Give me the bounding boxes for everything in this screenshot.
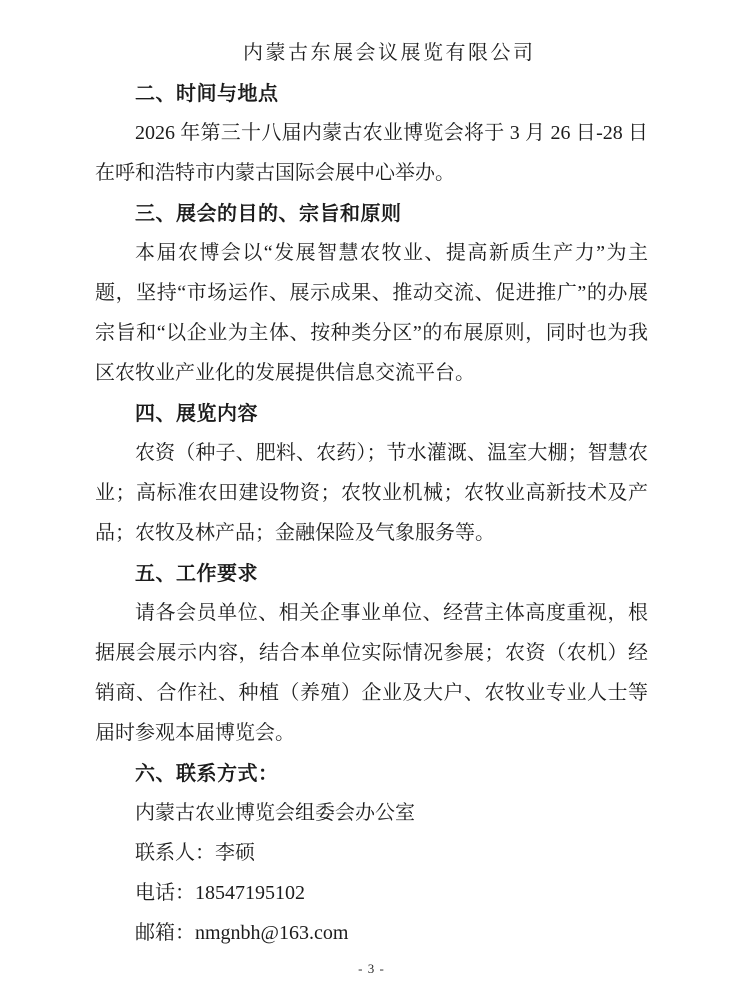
paragraph-exhibition-content: 农资（种子、肥料、农药）；节水灌溉、温室大棚；智慧农业；高标准农田建设物资；农牧业机械；农牧业高新技术及产品；农牧及林产品；金融保险及气象服务等。 bbox=[95, 442, 648, 544]
contact-line-person: 联系人：李硕 bbox=[135, 842, 255, 864]
contact-line-email: 邮箱：nmgnbh@163.com bbox=[135, 922, 349, 944]
contact-line-phone: 电话：18547195102 bbox=[135, 882, 305, 904]
paragraph-work-requirements: 请各会员单位、相关企事业单位、经营主体高度重视，根据展会展示内容，结合本单位实际情况参展；农资（农机）经销商、合作社、种植（养殖）企业及大户、农牧业专业人士等届时参观本届博览会。 bbox=[95, 602, 648, 744]
company-continuation-line: 内蒙古东展会议展览有限公司 bbox=[243, 42, 536, 64]
section-heading-work-requirements: 五、工作要求 bbox=[135, 561, 258, 585]
page-number: - 3 - bbox=[358, 961, 385, 976]
section-heading-purpose: 三、展会的目的、宗旨和原则 bbox=[135, 201, 402, 225]
section-heading-contact: 六、联系方式： bbox=[135, 761, 279, 785]
contact-line-office: 内蒙古农业博览会组委会办公室 bbox=[135, 802, 415, 824]
paragraph-purpose: 本届农博会以“发展智慧农牧业、提高新质生产力”为主题，坚持“市场运作、展示成果、推动交流、促进推广”的办展宗旨和“以企业为主体、按种类分区”的布展原则，同时也为我区农牧业产业化的发展提供信息交流平台。 bbox=[95, 242, 648, 384]
paragraph-time-and-place: 2026 年第三十八届内蒙古农业博览会将于 3 月 26 日-28 日在呼和浩特市内蒙古国际会展中心举办。 bbox=[95, 122, 648, 184]
section-heading-exhibition-content: 四、展览内容 bbox=[135, 401, 258, 425]
section-heading-time-and-place: 二、时间与地点 bbox=[135, 81, 279, 105]
